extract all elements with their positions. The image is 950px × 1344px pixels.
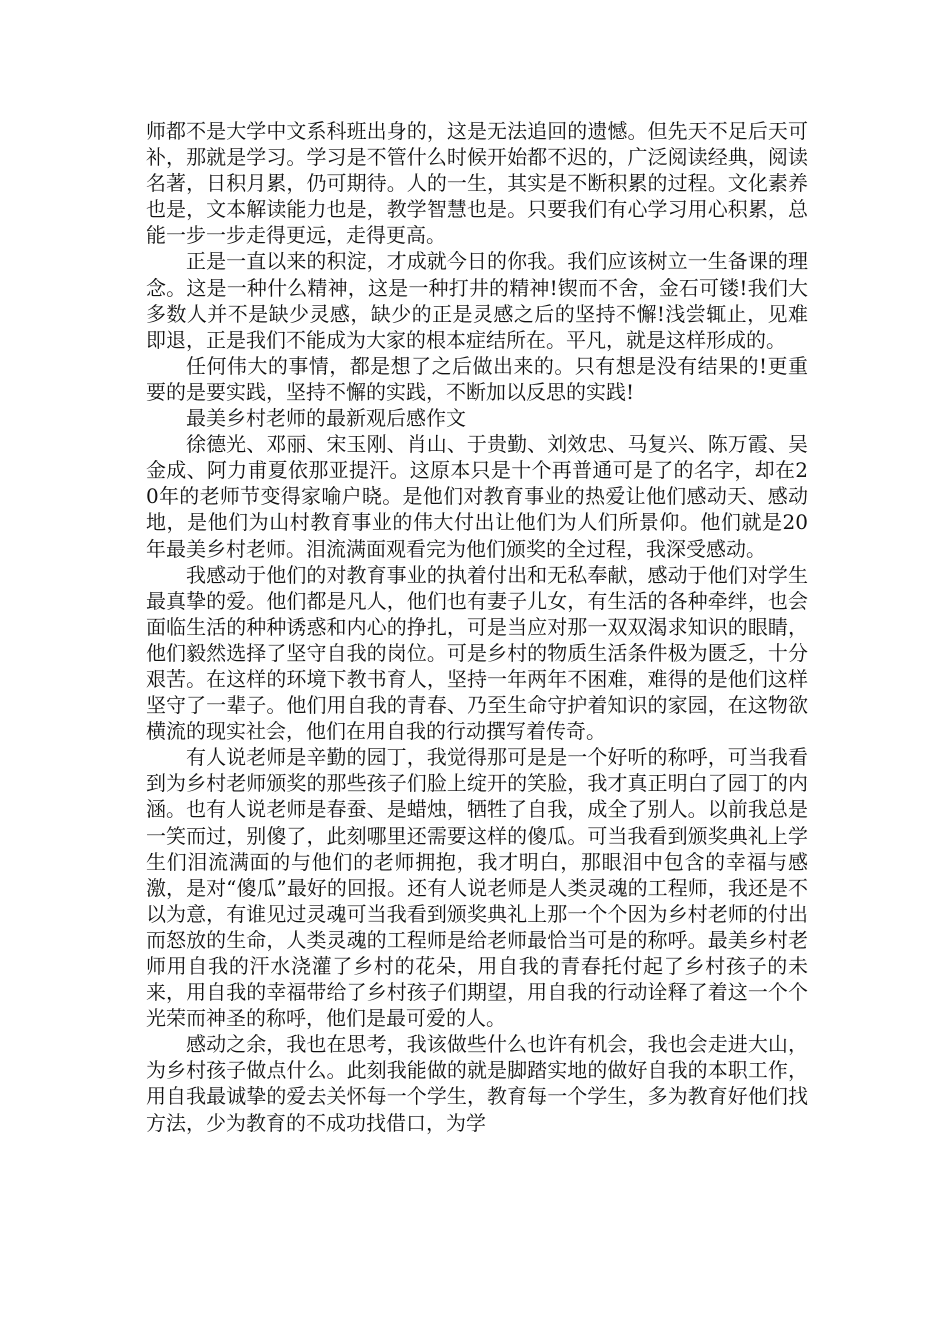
paragraph-accumulation: 正是一直以来的积淀，才成就今日的你我。我们应该树立一生备课的理念。这是一种什么精神，这是一种打井的精神!锲而不舍，金石可镂!我们大多数人并不是缺少灵感，缺少的正是灵感之后的坚持不懈!浅尝辄止，见难即退，正是我们不能成为大家的根本症结所在。平凡，就是这样形成的。 xyxy=(146,249,808,352)
paragraph-reflection: 感动之余，我也在思考，我该做些什么也许有机会，我也会走进大山，为乡村孩子做点什么。此刻我能做的就是脚踏实地的做好自我的本职工作，用自我最诚挚的爱去关怀每一个学生，教育每一个学生，多为教育好他们找方法，少为教育的不成功找借口，为学 xyxy=(146,1032,808,1135)
paragraph-gardener: 有人说老师是辛勤的园丁，我觉得那可是是一个好听的称呼，可当我看到为乡村老师颁奖的那些孩子们脸上绽开的笑脸，我才真正明白了园丁的内涵。也有人说老师是春蚕、是蜡烛，牺牲了自我，成全了别人。以前我总是一笑而过，别傻了，此刻哪里还需要这样的傻瓜。可当我看到颁奖典礼上学生们泪流满面的与他们的老师拥抱，我才明白，那眼泪中包含的幸福与感激，是对“傻瓜”最好的回报。还有人说老师是人类灵魂的工程师，我还是不以为意，有谁见过灵魂可当我看到颁奖典礼上那一个个因为乡村老师的付出而怒放的生命，人类灵魂的工程师是给老师最恰当可是的称呼。最美乡村老师用自我的汗水浇灌了乡村的花朵，用自我的青春托付起了乡村孩子的未来，用自我的幸福带给了乡村孩子们期望，用自我的行动诠释了着这一个个光荣而神圣的称呼，他们是最可爱的人。 xyxy=(146,745,808,1031)
paragraph-continued: 师都不是大学中文系科班出身的，这是无法追回的遗憾。但先天不足后天可补，那就是学习。学习是不管什么时候开始都不迟的，广泛阅读经典，阅读名著，日积月累，仍可期待。人的一生，其实是不断积累的过程。文化素养也是，文本解读能力也是，教学智慧也是。只要我们有心学习用心积累，总能一步一步走得更远，走得更高。 xyxy=(146,119,808,248)
paragraph-teacher-names: 徐德光、邓丽、宋玉刚、肖山、于贵勤、刘效忠、马复兴、陈万霞、吴金成、阿力甫夏依那亚提汗。这原本只是十个再普通可是了的名字，却在20年的老师节变得家喻户晓。是他们对教育事业的热爱让他们感动天、感动地，是他们为山村教育事业的伟大付出让他们为人们所景仰。他们就是20年最美乡村老师。泪流满面观看完为他们颁奖的全过程，我深受感动。 xyxy=(146,432,808,561)
document-page xyxy=(146,118,808,1136)
article-title: 最美乡村老师的最新观后感作文 xyxy=(186,406,466,431)
paragraph-dedication: 我感动于他们的对教育事业的执着付出和无私奉献，感动于他们对学生最真挚的爱。他们都是凡人，他们也有妻子儿女，有生活的各种牵绊，也会面临生活的种种诱惑和内心的挣扎，可是当应对那一双双渴求知识的眼睛，他们毅然选择了坚守自我的岗位。可是乡村的物质生活条件极为匮乏，十分艰苦。在这样的环境下教书育人，坚持一年两年不困难，难得的是他们这样坚守了一辈子。他们用自我的青春、乃至生命守护着知识的家园，在这物欲横流的现实社会，他们在用自我的行动撰写着传奇。 xyxy=(146,562,808,744)
paragraph-practice: 任何伟大的事情，都是想了之后做出来的。只有想是没有结果的!更重要的是要实践，坚持不懈的实践，不断加以反思的实践! xyxy=(146,353,808,404)
